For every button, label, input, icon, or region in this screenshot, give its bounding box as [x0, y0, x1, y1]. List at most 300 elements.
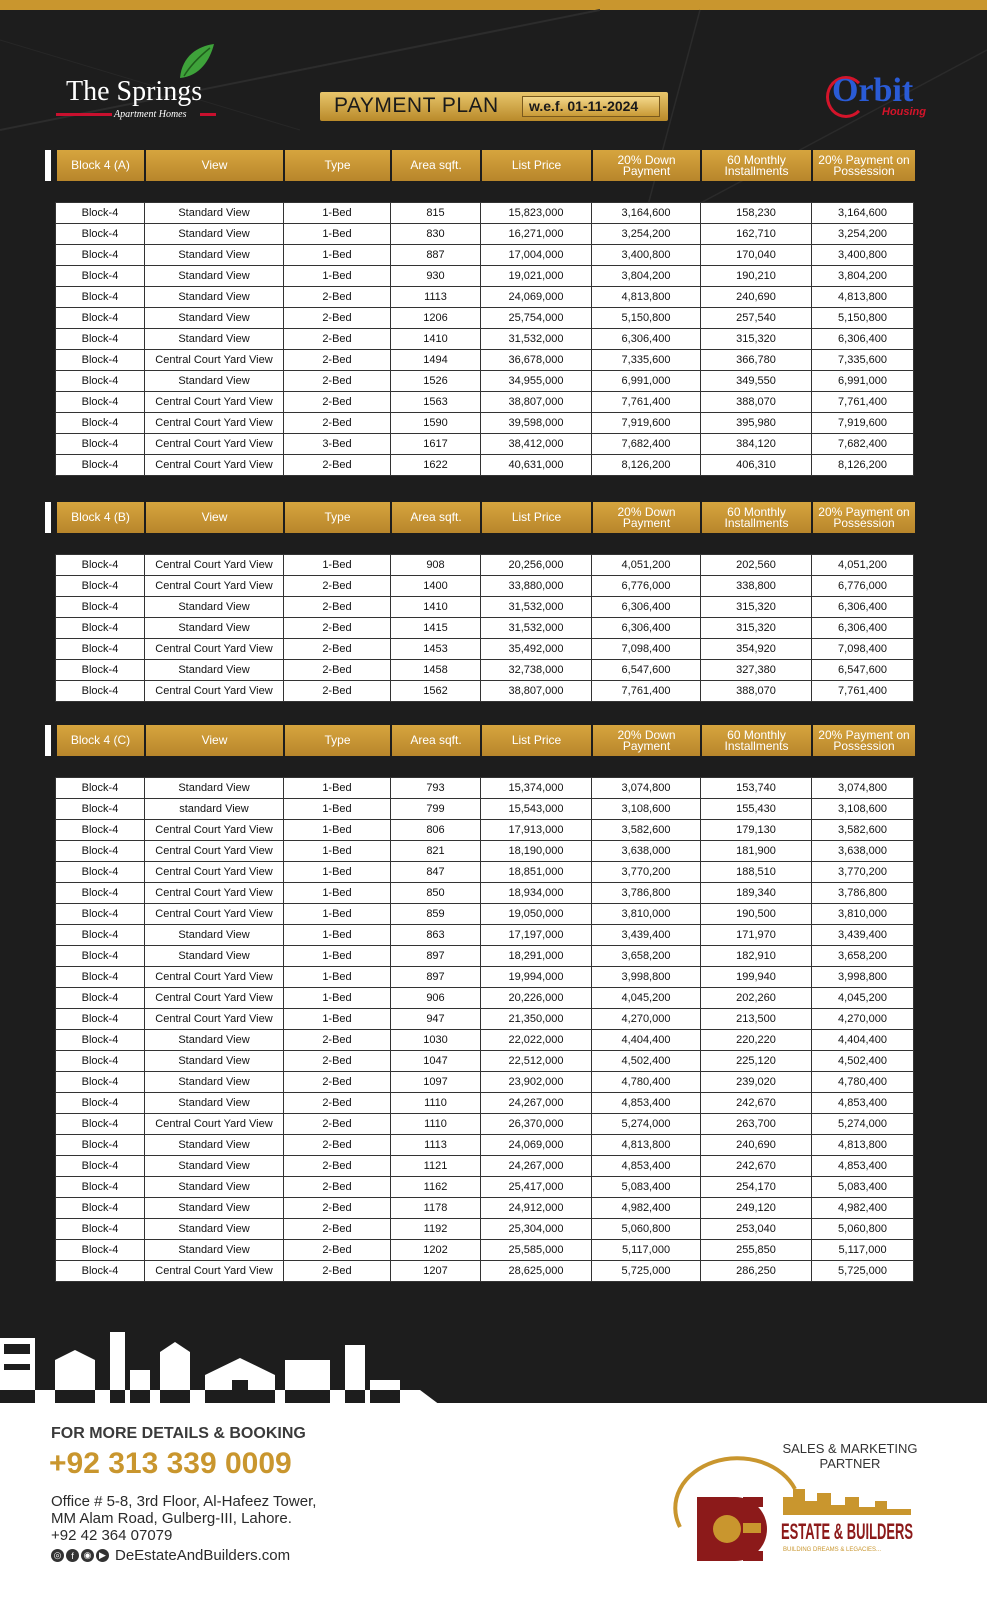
cell-block: Block-4 [56, 883, 145, 904]
cell-down-payment: 4,853,400 [592, 1156, 701, 1177]
cell-monthly-installment: 220,220 [701, 1030, 812, 1051]
cell-list-price: 39,598,000 [481, 413, 592, 434]
cell-view: Standard View [145, 203, 284, 224]
header-area: Area sqft. [392, 150, 482, 181]
cell-monthly-installment: 338,800 [701, 576, 812, 597]
cell-list-price: 26,370,000 [481, 1114, 592, 1135]
cell-block: Block-4 [56, 371, 145, 392]
cell-possession-payment: 7,761,400 [812, 681, 914, 702]
table-row [56, 946, 914, 967]
cell-monthly-installment: 388,070 [701, 681, 812, 702]
cell-type: 2-Bed [284, 1135, 391, 1156]
table-row [56, 618, 914, 639]
header-type: Type [285, 502, 392, 533]
globe-icon[interactable]: ◎ [51, 1549, 64, 1562]
cell-view: Standard View [145, 925, 284, 946]
header-possession: 20% Payment on Possession [813, 150, 915, 181]
table-row [56, 455, 914, 476]
cell-type: 2-Bed [284, 350, 391, 371]
cell-block: Block-4 [56, 203, 145, 224]
cell-possession-payment: 6,306,400 [812, 597, 914, 618]
cell-area: 1458 [391, 660, 481, 681]
units-table [55, 202, 914, 476]
cell-monthly-installment: 181,900 [701, 841, 812, 862]
cell-down-payment: 6,306,400 [592, 597, 701, 618]
cell-view: Central Court Yard View [145, 555, 284, 576]
cell-area: 1030 [391, 1030, 481, 1051]
cell-list-price: 33,880,000 [481, 576, 592, 597]
cell-down-payment: 7,098,400 [592, 639, 701, 660]
table-row [56, 988, 914, 1009]
cell-block: Block-4 [56, 841, 145, 862]
cell-block: Block-4 [56, 392, 145, 413]
section-header [45, 725, 915, 756]
cell-view: Standard View [145, 224, 284, 245]
cell-monthly-installment: 384,120 [701, 434, 812, 455]
cell-type: 2-Bed [284, 681, 391, 702]
cell-block: Block-4 [56, 1093, 145, 1114]
cell-block: Block-4 [56, 660, 145, 681]
cell-monthly-installment: 162,710 [701, 224, 812, 245]
cell-block: Block-4 [56, 946, 145, 967]
cell-possession-payment: 5,060,800 [812, 1219, 914, 1240]
cell-down-payment: 4,270,000 [592, 1009, 701, 1030]
cell-view: Standard View [145, 618, 284, 639]
cell-monthly-installment: 242,670 [701, 1156, 812, 1177]
cell-type: 1-Bed [284, 946, 391, 967]
cell-area: 793 [391, 778, 481, 799]
cell-type: 2-Bed [284, 1072, 391, 1093]
cell-view: Central Court Yard View [145, 1114, 284, 1135]
cell-view: Central Court Yard View [145, 904, 284, 925]
cell-down-payment: 3,998,800 [592, 967, 701, 988]
cell-possession-payment: 5,083,400 [812, 1177, 914, 1198]
cell-block: Block-4 [56, 820, 145, 841]
cell-view: Standard View [145, 1177, 284, 1198]
partner-line-1: SALES & MARKETING [782, 1441, 918, 1456]
cell-list-price: 22,512,000 [481, 1051, 592, 1072]
cell-view: Standard View [145, 1051, 284, 1072]
cell-monthly-installment: 315,320 [701, 597, 812, 618]
cell-down-payment: 3,804,200 [592, 266, 701, 287]
cell-area: 887 [391, 245, 481, 266]
cell-type: 1-Bed [284, 778, 391, 799]
cell-possession-payment: 4,813,800 [812, 287, 914, 308]
cell-down-payment: 7,335,600 [592, 350, 701, 371]
cell-block: Block-4 [56, 555, 145, 576]
cell-area: 863 [391, 925, 481, 946]
footer [0, 1403, 987, 1600]
cell-block: Block-4 [56, 1114, 145, 1135]
cell-list-price: 18,190,000 [481, 841, 592, 862]
cell-type: 2-Bed [284, 1261, 391, 1282]
cell-list-price: 17,913,000 [481, 820, 592, 841]
cell-type: 1-Bed [284, 988, 391, 1009]
cell-possession-payment: 3,074,800 [812, 778, 914, 799]
header-list-price: List Price [482, 502, 593, 533]
cell-view: Standard View [145, 329, 284, 350]
header-view: View [146, 150, 285, 181]
youtube-icon[interactable]: ▶ [96, 1549, 109, 1562]
estate-builders-logo [675, 1467, 935, 1587]
cell-monthly-installment: 225,120 [701, 1051, 812, 1072]
cell-view: Standard View [145, 946, 284, 967]
cell-type: 2-Bed [284, 576, 391, 597]
table-row [56, 1051, 914, 1072]
cell-block: Block-4 [56, 455, 145, 476]
table-row [56, 266, 914, 287]
cell-monthly-installment: 249,120 [701, 1198, 812, 1219]
cell-monthly-installment: 188,510 [701, 862, 812, 883]
cell-possession-payment: 6,306,400 [812, 329, 914, 350]
cell-monthly-installment: 179,130 [701, 820, 812, 841]
cell-view: Central Court Yard View [145, 967, 284, 988]
cell-monthly-installment: 315,320 [701, 618, 812, 639]
cell-list-price: 24,069,000 [481, 287, 592, 308]
cell-area: 859 [391, 904, 481, 925]
table-row [56, 681, 914, 702]
cell-list-price: 38,412,000 [481, 434, 592, 455]
cell-possession-payment: 3,582,600 [812, 820, 914, 841]
table-row [56, 287, 914, 308]
cell-list-price: 16,271,000 [481, 224, 592, 245]
cell-down-payment: 7,761,400 [592, 392, 701, 413]
header-block-label: Block 4 (A) [57, 150, 146, 181]
cell-list-price: 18,851,000 [481, 862, 592, 883]
cell-down-payment: 5,725,000 [592, 1261, 701, 1282]
table-row [56, 1219, 914, 1240]
table-row [56, 371, 914, 392]
cell-area: 1097 [391, 1072, 481, 1093]
cell-type: 2-Bed [284, 413, 391, 434]
table-row [56, 392, 914, 413]
cell-type: 2-Bed [284, 618, 391, 639]
cell-area: 1410 [391, 597, 481, 618]
cell-down-payment: 3,770,200 [592, 862, 701, 883]
cell-down-payment: 3,074,800 [592, 778, 701, 799]
cell-list-price: 40,631,000 [481, 455, 592, 476]
cell-possession-payment: 6,306,400 [812, 618, 914, 639]
cell-type: 2-Bed [284, 1177, 391, 1198]
header-block-label: Block 4 (B) [57, 502, 146, 533]
cell-monthly-installment: 254,170 [701, 1177, 812, 1198]
table-row [56, 576, 914, 597]
cell-down-payment: 5,150,800 [592, 308, 701, 329]
cell-area: 1047 [391, 1051, 481, 1072]
springs-title: The Springs [66, 76, 203, 107]
cell-area: 847 [391, 862, 481, 883]
table-row [56, 967, 914, 988]
cell-area: 806 [391, 820, 481, 841]
cell-block: Block-4 [56, 681, 145, 702]
cell-down-payment: 3,164,600 [592, 203, 701, 224]
cell-possession-payment: 4,853,400 [812, 1093, 914, 1114]
cell-down-payment: 6,547,600 [592, 660, 701, 681]
table-row [56, 1156, 914, 1177]
cell-list-price: 32,738,000 [481, 660, 592, 681]
cell-block: Block-4 [56, 287, 145, 308]
table-row [56, 1177, 914, 1198]
springs-logo [56, 42, 226, 122]
cell-down-payment: 4,045,200 [592, 988, 701, 1009]
cell-list-price: 35,492,000 [481, 639, 592, 660]
cell-down-payment: 3,582,600 [592, 820, 701, 841]
cell-list-price: 20,226,000 [481, 988, 592, 1009]
cell-block: Block-4 [56, 925, 145, 946]
website-link[interactable]: DeEstateAndBuilders.com [115, 1547, 291, 1564]
header-monthly: 60 Monthly Installments [702, 502, 813, 533]
cell-down-payment: 6,776,000 [592, 576, 701, 597]
cell-area: 830 [391, 224, 481, 245]
cell-type: 2-Bed [284, 392, 391, 413]
header-down-payment: 20% Down Payment [593, 150, 702, 181]
springs-line-left [56, 113, 112, 116]
cell-monthly-installment: 253,040 [701, 1219, 812, 1240]
cell-type: 2-Bed [284, 1093, 391, 1114]
cell-list-price: 23,902,000 [481, 1072, 592, 1093]
cell-type: 3-Bed [284, 434, 391, 455]
cell-down-payment: 6,306,400 [592, 618, 701, 639]
cell-area: 850 [391, 883, 481, 904]
header-monthly: 60 Monthly Installments [702, 150, 813, 181]
cell-list-price: 36,678,000 [481, 350, 592, 371]
cell-block: Block-4 [56, 1135, 145, 1156]
cell-type: 1-Bed [284, 799, 391, 820]
cell-down-payment: 5,083,400 [592, 1177, 701, 1198]
de-tagline: BUILDING DREAMS & LEGACIES... [783, 1547, 882, 1553]
cell-monthly-installment: 286,250 [701, 1261, 812, 1282]
cell-type: 1-Bed [284, 1009, 391, 1030]
cell-area: 1110 [391, 1114, 481, 1135]
cell-possession-payment: 5,150,800 [812, 308, 914, 329]
cell-type: 2-Bed [284, 287, 391, 308]
top-gold-bar [0, 0, 987, 10]
cell-block: Block-4 [56, 1009, 145, 1030]
springs-subtitle: Apartment Homes [114, 109, 187, 120]
cell-view: Standard View [145, 660, 284, 681]
cell-list-price: 18,934,000 [481, 883, 592, 904]
cell-possession-payment: 6,776,000 [812, 576, 914, 597]
cell-down-payment: 4,780,400 [592, 1072, 701, 1093]
cell-possession-payment: 3,439,400 [812, 925, 914, 946]
cell-area: 1617 [391, 434, 481, 455]
cell-list-price: 17,004,000 [481, 245, 592, 266]
table-row [56, 224, 914, 245]
payment-plan-banner [320, 92, 668, 121]
cell-list-price: 38,807,000 [481, 392, 592, 413]
facebook-icon[interactable]: f [66, 1549, 79, 1562]
cell-area: 1563 [391, 392, 481, 413]
table-row [56, 245, 914, 266]
cell-possession-payment: 5,117,000 [812, 1240, 914, 1261]
header-list-price: List Price [482, 150, 593, 181]
cell-block: Block-4 [56, 350, 145, 371]
cell-monthly-installment: 255,850 [701, 1240, 812, 1261]
orbit-word: Orbit [832, 72, 914, 109]
cell-down-payment: 3,786,800 [592, 883, 701, 904]
partner-line-2: PARTNER [819, 1456, 881, 1471]
table-row [56, 1240, 914, 1261]
cell-area: 906 [391, 988, 481, 1009]
cell-block: Block-4 [56, 597, 145, 618]
office-phone[interactable]: +92 42 364 07079 [51, 1527, 173, 1544]
cell-area: 1562 [391, 681, 481, 702]
cell-monthly-installment: 189,340 [701, 883, 812, 904]
cell-block: Block-4 [56, 1198, 145, 1219]
cell-monthly-installment: 349,550 [701, 371, 812, 392]
cell-down-payment: 5,274,000 [592, 1114, 701, 1135]
cell-view: Central Court Yard View [145, 883, 284, 904]
cell-down-payment: 6,306,400 [592, 329, 701, 350]
header-view: View [146, 725, 285, 756]
cell-type: 1-Bed [284, 555, 391, 576]
cell-block: Block-4 [56, 308, 145, 329]
cell-monthly-installment: 354,920 [701, 639, 812, 660]
cell-view: Central Court Yard View [145, 820, 284, 841]
cell-down-payment: 6,991,000 [592, 371, 701, 392]
cell-type: 1-Bed [284, 925, 391, 946]
cell-block: Block-4 [56, 434, 145, 455]
cell-view: Standard View [145, 597, 284, 618]
cell-down-payment: 4,982,400 [592, 1198, 701, 1219]
instagram-icon[interactable]: ◉ [81, 1549, 94, 1562]
cell-down-payment: 3,439,400 [592, 925, 701, 946]
cell-down-payment: 4,502,400 [592, 1051, 701, 1072]
cell-type: 2-Bed [284, 1030, 391, 1051]
cell-type: 2-Bed [284, 1240, 391, 1261]
cell-possession-payment: 4,502,400 [812, 1051, 914, 1072]
cell-list-price: 20,256,000 [481, 555, 592, 576]
cell-down-payment: 4,404,400 [592, 1030, 701, 1051]
cell-area: 908 [391, 555, 481, 576]
table-row [56, 778, 914, 799]
cell-possession-payment: 3,638,000 [812, 841, 914, 862]
cell-view: Central Court Yard View [145, 434, 284, 455]
cell-monthly-installment: 202,260 [701, 988, 812, 1009]
cell-block: Block-4 [56, 904, 145, 925]
units-table [55, 554, 914, 702]
springs-line-right [200, 113, 216, 116]
header-type: Type [285, 725, 392, 756]
cell-block: Block-4 [56, 1261, 145, 1282]
table-row [56, 841, 914, 862]
cell-monthly-installment: 190,210 [701, 266, 812, 287]
cell-type: 1-Bed [284, 862, 391, 883]
cell-list-price: 31,532,000 [481, 329, 592, 350]
cell-list-price: 25,585,000 [481, 1240, 592, 1261]
cell-type: 1-Bed [284, 904, 391, 925]
cell-type: 2-Bed [284, 1051, 391, 1072]
cell-list-price: 25,754,000 [481, 308, 592, 329]
cell-type: 2-Bed [284, 371, 391, 392]
cell-type: 1-Bed [284, 245, 391, 266]
cell-view: Central Court Yard View [145, 988, 284, 1009]
cell-down-payment: 3,108,600 [592, 799, 701, 820]
cell-view: Central Court Yard View [145, 639, 284, 660]
cell-view: Standard View [145, 266, 284, 287]
cell-monthly-installment: 239,020 [701, 1072, 812, 1093]
cell-down-payment: 7,682,400 [592, 434, 701, 455]
cell-possession-payment: 4,982,400 [812, 1198, 914, 1219]
header-marker [45, 150, 51, 181]
cell-possession-payment: 7,919,600 [812, 413, 914, 434]
cell-down-payment: 4,813,800 [592, 287, 701, 308]
cell-block: Block-4 [56, 639, 145, 660]
cell-possession-payment: 5,725,000 [812, 1261, 914, 1282]
cell-block: Block-4 [56, 1219, 145, 1240]
cell-type: 2-Bed [284, 1219, 391, 1240]
cell-down-payment: 3,254,200 [592, 224, 701, 245]
cell-view: Standard View [145, 1072, 284, 1093]
cell-possession-payment: 8,126,200 [812, 455, 914, 476]
cell-area: 897 [391, 967, 481, 988]
cell-possession-payment: 3,804,200 [812, 266, 914, 287]
cell-area: 947 [391, 1009, 481, 1030]
booking-phone[interactable]: +92 313 339 0009 [49, 1447, 292, 1480]
units-table [55, 777, 914, 1282]
table-row [56, 883, 914, 904]
cell-possession-payment: 7,761,400 [812, 392, 914, 413]
table-row [56, 203, 914, 224]
table-row [56, 820, 914, 841]
cell-type: 2-Bed [284, 660, 391, 681]
cell-possession-payment: 7,682,400 [812, 434, 914, 455]
table-row [56, 308, 914, 329]
cell-view: Central Court Yard View [145, 350, 284, 371]
header-view: View [146, 502, 285, 533]
cell-view: Standard View [145, 1135, 284, 1156]
cell-monthly-installment: 182,910 [701, 946, 812, 967]
cell-view: Central Court Yard View [145, 862, 284, 883]
cell-area: 821 [391, 841, 481, 862]
table-row [56, 1093, 914, 1114]
cell-area: 1110 [391, 1093, 481, 1114]
cell-list-price: 15,823,000 [481, 203, 592, 224]
cell-list-price: 34,955,000 [481, 371, 592, 392]
cell-type: 2-Bed [284, 1114, 391, 1135]
cell-type: 2-Bed [284, 1156, 391, 1177]
cell-area: 1202 [391, 1240, 481, 1261]
cell-possession-payment: 3,400,800 [812, 245, 914, 266]
cell-down-payment: 3,400,800 [592, 245, 701, 266]
cell-area: 1494 [391, 350, 481, 371]
cell-possession-payment: 4,045,200 [812, 988, 914, 1009]
cell-down-payment: 7,919,600 [592, 413, 701, 434]
cell-type: 2-Bed [284, 1198, 391, 1219]
cell-area: 1113 [391, 1135, 481, 1156]
table-row [56, 1261, 914, 1282]
plan-date: w.e.f. 01-11-2024 [529, 98, 639, 114]
orbit-logo [826, 72, 936, 122]
cell-down-payment: 5,117,000 [592, 1240, 701, 1261]
cell-list-price: 25,417,000 [481, 1177, 592, 1198]
cell-list-price: 24,267,000 [481, 1156, 592, 1177]
table-row [56, 1030, 914, 1051]
cell-possession-payment: 3,164,600 [812, 203, 914, 224]
table-row [56, 639, 914, 660]
cell-list-price: 15,543,000 [481, 799, 592, 820]
cell-possession-payment: 6,991,000 [812, 371, 914, 392]
address-line-2: MM Alam Road, Gulberg-III, Lahore. [51, 1510, 292, 1527]
header-down-payment: 20% Down Payment [593, 502, 702, 533]
cell-list-price: 18,291,000 [481, 946, 592, 967]
cell-monthly-installment: 240,690 [701, 287, 812, 308]
cell-list-price: 17,197,000 [481, 925, 592, 946]
cell-possession-payment: 3,108,600 [812, 799, 914, 820]
cell-view: Standard View [145, 778, 284, 799]
table-row [56, 1072, 914, 1093]
cell-down-payment: 5,060,800 [592, 1219, 701, 1240]
